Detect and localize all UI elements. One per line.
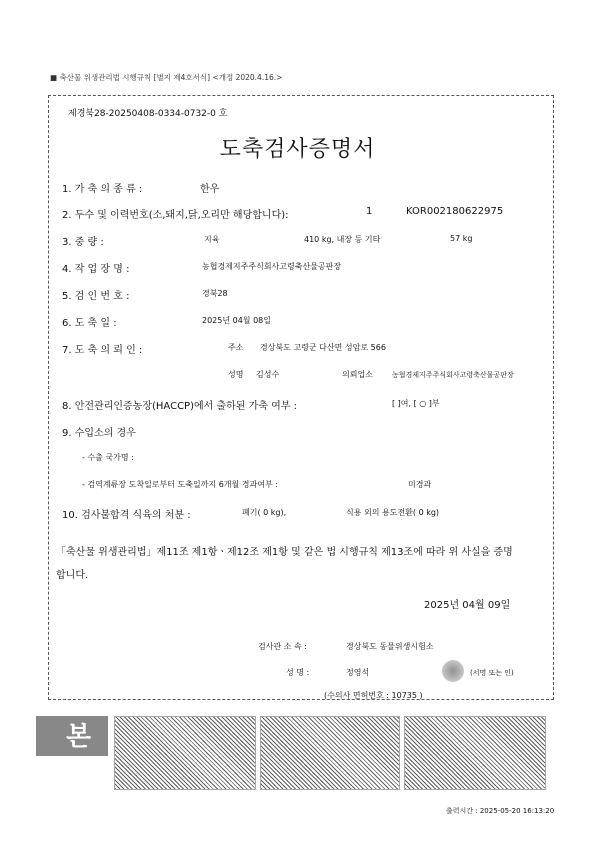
item4-label: 4. 작 업 장 명 :	[62, 264, 130, 275]
security-pattern-2	[260, 716, 400, 790]
item7-place-label: 의뢰업소	[342, 370, 373, 379]
document-title: 도축검사증명서	[219, 137, 376, 162]
item10-conversion: 식용 외의 용도전환( 0 kg)	[346, 508, 440, 517]
statement-line1: 「축산물 위생관리법」제11조 제1항ㆍ제12조 제1항 및 같은 법 시행규칙 제13조에 따라 위 사실을 증명	[56, 547, 513, 558]
inspector-org-label: 검사관 소 속 :	[258, 642, 307, 651]
item4-value: 농협경제지주주식회사고령축산물공판장	[202, 262, 342, 271]
statement-line2: 합니다.	[56, 570, 89, 581]
item1-value: 한우	[200, 184, 220, 195]
inspector-name: 정영석	[346, 668, 370, 677]
item5-label: 5. 검 인 번 호 :	[62, 291, 130, 302]
item2-count: 1	[366, 206, 373, 217]
item5-value: 경북28	[202, 289, 228, 298]
item1-label: 1. 가 축 의 종 류 :	[62, 184, 143, 195]
item8-label: 8. 안전관리인증농장(HACCP)에서 출하된 가축 여부 :	[62, 401, 298, 412]
inspector-name-label: 성 명 :	[286, 668, 310, 677]
issue-date: 2025년 04월 09일	[424, 600, 511, 611]
item7-name-label: 성명	[228, 370, 244, 379]
item7-address: 경상북도 고령군 다산면 성암로 566	[260, 343, 386, 352]
security-pattern-1	[114, 716, 256, 790]
item6-value: 2025년 04월 08일	[202, 316, 271, 325]
item9-quarantine: - 검역계류장 도착일로부터 도축일까지 6개월 경과여부 :	[82, 480, 278, 489]
item7-place: 농협경제지주주식회사고령축산물공판장	[392, 371, 514, 379]
item3-other-weight: 57 kg	[450, 234, 473, 243]
security-pattern-3	[404, 716, 546, 790]
item2-trace-number: KOR002180622975	[406, 206, 504, 217]
seal-stamp	[442, 660, 464, 682]
item8-value: [ ]여, [ ○ ]부	[392, 399, 440, 408]
item9-export-country: - 수출 국가명 :	[82, 453, 134, 462]
item7-address-label: 주소	[228, 343, 244, 352]
seal-caption: (서명 또는 인)	[470, 669, 514, 677]
item2-label: 2. 두수 및 이력번호(소,돼지,닭,오리만 해당합니다):	[62, 210, 289, 221]
item7-name: 김성수	[256, 370, 280, 379]
original-stamp-text: 본	[66, 722, 92, 752]
item3-carcass-label: 지육	[204, 235, 220, 244]
inspector-license: (수의사 면허번호 : 10735 )	[324, 691, 423, 700]
inspector-org: 경상북도 동물위생시험소	[346, 642, 434, 651]
item9-label: 9. 수입소의 경우	[62, 428, 136, 439]
item6-label: 6. 도 축 일 :	[62, 318, 117, 329]
form-reference: ■ 축산물 위생관리법 시행규칙 [별지 제4호서식] <개정 2020.4.16.>	[50, 73, 283, 82]
item3-carcass-weight: 410 kg, 내장 등 기타	[304, 235, 381, 244]
item9-quarantine-value: 미경과	[408, 480, 432, 489]
item10-label: 10. 검사불합격 식육의 처분 :	[62, 510, 191, 521]
print-timestamp: 출력시간 : 2025-05-20 16:13:20	[446, 807, 555, 815]
item10-discard: 폐기( 0 kg),	[242, 508, 287, 517]
item3-label: 3. 중 량 :	[62, 237, 104, 248]
document-number: 제경북28-20250408-0334-0732-0 호	[68, 109, 228, 119]
item7-label: 7. 도 축 의 뢰 인 :	[62, 345, 143, 356]
